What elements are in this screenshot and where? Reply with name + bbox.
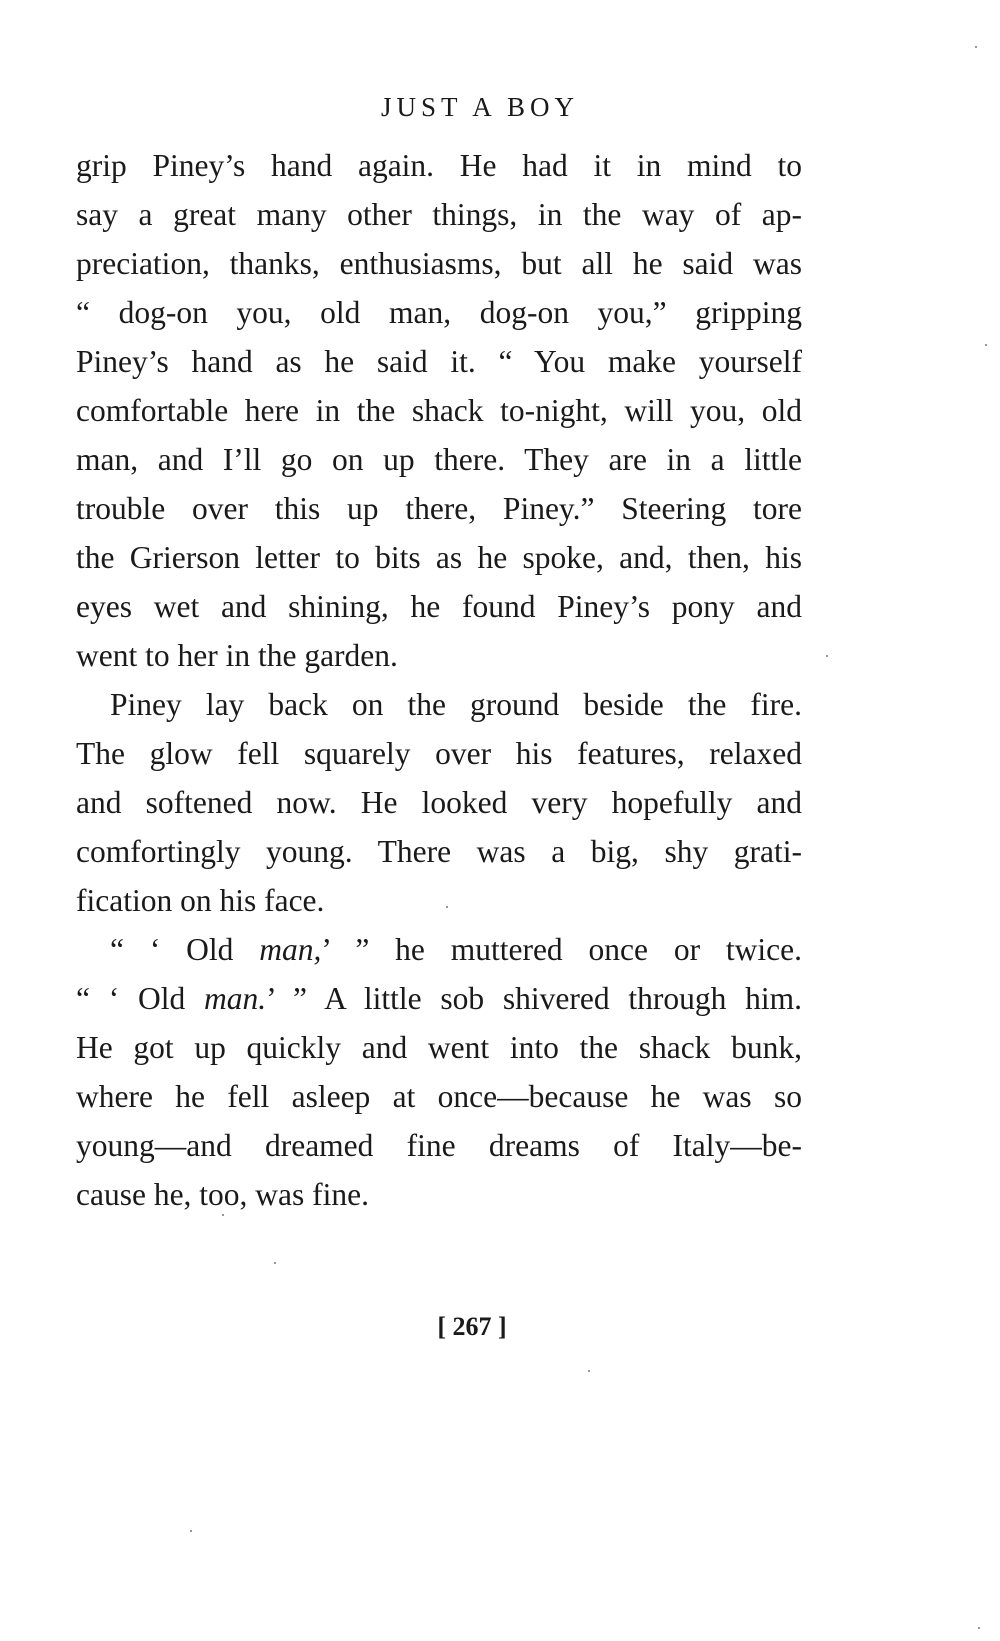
italic-word: man, <box>259 932 322 967</box>
scan-speck <box>826 655 828 657</box>
text-line: where he fell asleep at once—because he was so <box>76 1079 802 1114</box>
scan-speck <box>274 1262 276 1264</box>
scan-speck <box>588 1370 590 1372</box>
text-line: Piney lay back on the ground beside the fire. <box>110 687 802 722</box>
page-number: [ 267 ] <box>437 1312 507 1341</box>
scan-speck <box>190 1530 192 1532</box>
text-fragment: “ ‘ Old <box>76 981 205 1016</box>
scan-speck <box>985 344 987 346</box>
scan-speck <box>446 906 448 908</box>
text-fragment: ’ ” A little sob shivered through him. <box>266 981 802 1016</box>
text-line: Piney’s hand as he said it. “ You make yourself <box>76 344 802 379</box>
text-line: the Grierson letter to bits as he spoke, and, then, his <box>76 540 802 575</box>
italic-word: man. <box>204 981 267 1016</box>
text-line: and softened now. He looked very hopefully and <box>76 785 802 820</box>
scan-speck <box>978 1627 980 1629</box>
text-line: eyes wet and shining, he found Piney’s pony and <box>76 589 802 624</box>
text-line: He got up quickly and went into the shack bunk, <box>76 1030 802 1065</box>
text-line <box>76 925 802 974</box>
text-line: fication on his face. <box>76 883 325 918</box>
body-text <box>76 141 802 1219</box>
text-fragment: ’ ” he muttered once or twice. <box>321 932 802 967</box>
text-line: grip Piney’s hand again. He had it in mind to <box>76 148 802 183</box>
text-line: say a great many other things, in the way of ap- <box>76 197 802 232</box>
running-head: JUST A BOY <box>380 92 580 122</box>
scan-speck <box>975 46 977 48</box>
scan-speck <box>222 1214 224 1216</box>
paragraph-2 <box>76 680 802 925</box>
text-line: went to her in the garden. <box>76 638 398 673</box>
paragraph-1 <box>76 141 802 680</box>
text-line: man, and I’ll go on up there. They are in a little <box>76 442 802 477</box>
text-line: The glow fell squarely over his features, relaxed <box>76 736 802 771</box>
text-line: “ dog-on you, old man, dog-on you,” gripping <box>76 295 802 330</box>
text-line: young—and dreamed fine dreams of Italy—be- <box>76 1128 802 1163</box>
text-line <box>76 974 802 1023</box>
text-line: comfortable here in the shack to-night, will you, old <box>76 393 802 428</box>
text-line: preciation, thanks, enthusiasms, but all he said was <box>76 246 802 281</box>
text-line: comfortingly young. There was a big, shy grati- <box>76 834 802 869</box>
text-fragment: “ ‘ Old <box>110 932 260 967</box>
text-line: trouble over this up there, Piney.” Steering tore <box>76 491 802 526</box>
paragraph-3 <box>76 925 802 1219</box>
text-line: cause he, too, was fine. <box>76 1177 370 1212</box>
